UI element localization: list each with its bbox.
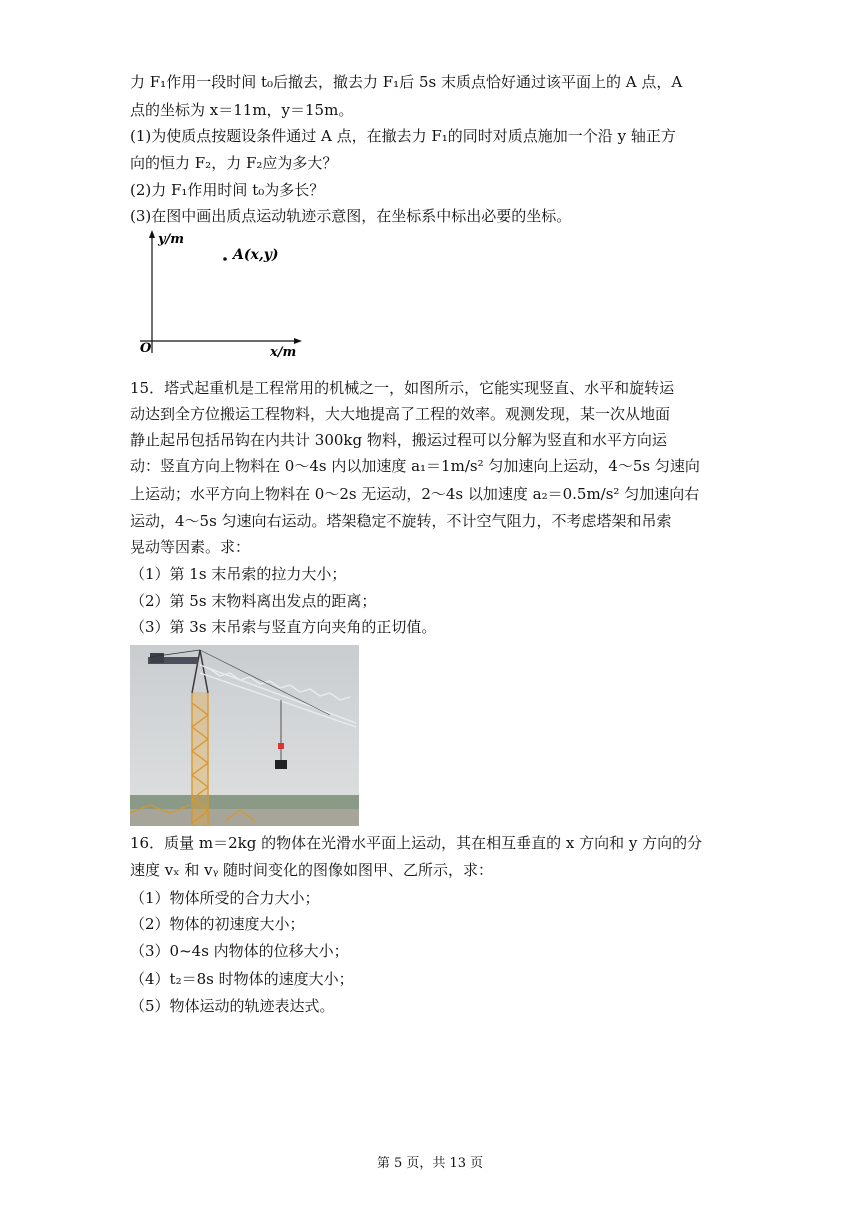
y-axis-label: y/m — [158, 232, 185, 247]
point-a — [223, 257, 227, 261]
q16-sub-3: （3）0~4s 内物体的位移大小； — [130, 942, 349, 960]
q16-line-1: 16．质量 m＝2kg 的物体在光滑水平面上运动，其在相互垂直的 x 方向和 y 方向的分 — [130, 834, 703, 852]
q15-line-3: 静止起吊包括吊钩在内共计 300kg 物料，搬运过程可以分解为竖直和水平方向运 — [130, 431, 667, 449]
tree-line — [130, 795, 359, 809]
q15-sub-1: （1）第 1s 末吊索的拉力大小； — [130, 565, 347, 583]
q15-line-1: 15．塔式起重机是工程常用的机械之一，如图所示，它能实现竖直、水平和旋转运 — [130, 379, 675, 397]
x-axis-arrow — [294, 338, 302, 344]
q14-line-6: (3)在图中画出质点运动轨迹示意图，在坐标系中标出必要的坐标。 — [130, 207, 572, 225]
q15-sub-3: （3）第 3s 末吊索与竖直方向夹角的正切值。 — [130, 618, 437, 636]
crane-mast — [192, 693, 208, 826]
ground — [130, 809, 359, 826]
q14-line-4: 向的恒力 F₂，力 F₂应为多大？ — [130, 154, 338, 172]
q16-sub-4: （4）t₂＝8s 时物体的速度大小； — [130, 970, 354, 988]
page-footer: 第 5 页，共 13 页 — [376, 1156, 484, 1171]
q15-line-4: 动：竖直方向上物料在 0～4s 内以加速度 a₁＝1m/s² 匀加速向上运动，4～5s 匀速向 — [130, 457, 700, 475]
load — [275, 760, 287, 769]
y-axis-arrow — [149, 230, 155, 238]
q14-line-2: 点的坐标为 x＝11m，y＝15m。 — [130, 101, 354, 119]
q16-sub-1: （1）物体所受的合力大小； — [130, 889, 320, 907]
x-axis-label: x/m — [270, 345, 297, 360]
tower-crane-photo — [130, 645, 359, 826]
q14-line-3: (1)为使质点按题设条件通过 A 点，在撤去力 F₁的同时对质点施加一个沿 y 轴正方 — [130, 127, 676, 145]
q15-line-2: 动达到全方位搬运工程物料，大大地提高了工程的效率。观测发现，某一次从地面 — [130, 405, 671, 423]
q14-line-1: 力 F₁作用一段时间 t₀后撤去，撤去力 F₁后 5s 末质点恰好通过该平面上的 A 点，A — [130, 73, 683, 91]
q14-line-5: (2)力 F₁作用时间 t₀为多长？ — [130, 181, 325, 199]
q15-line-6: 运动，4～5s 匀速向右运动。塔架稳定不旋转，不计空气阻力，不考虑塔架和吊索 — [130, 512, 672, 530]
q15-sub-2: （2）第 5s 末物料离出发点的距离； — [130, 592, 377, 610]
q16-line-2: 速度 vₓ 和 vᵧ 随时间变化的图像如图甲、乙所示，求： — [130, 861, 494, 879]
q16-sub-2: （2）物体的初速度大小； — [130, 915, 305, 933]
q15-line-5: 上运动；水平方向上物料在 0～2s 无运动，2～4s 以加速度 a₂＝0.5m/s² 匀加速向右 — [130, 485, 700, 503]
origin-label: O — [140, 341, 152, 356]
coordinate-figure — [130, 228, 305, 363]
q15-line-7: 晃动等因素。求： — [130, 538, 251, 556]
hook-block — [278, 743, 284, 749]
point-a-label: A(x,y) — [233, 247, 279, 263]
q16-sub-5: （5）物体运动的轨迹表达式。 — [130, 997, 335, 1015]
